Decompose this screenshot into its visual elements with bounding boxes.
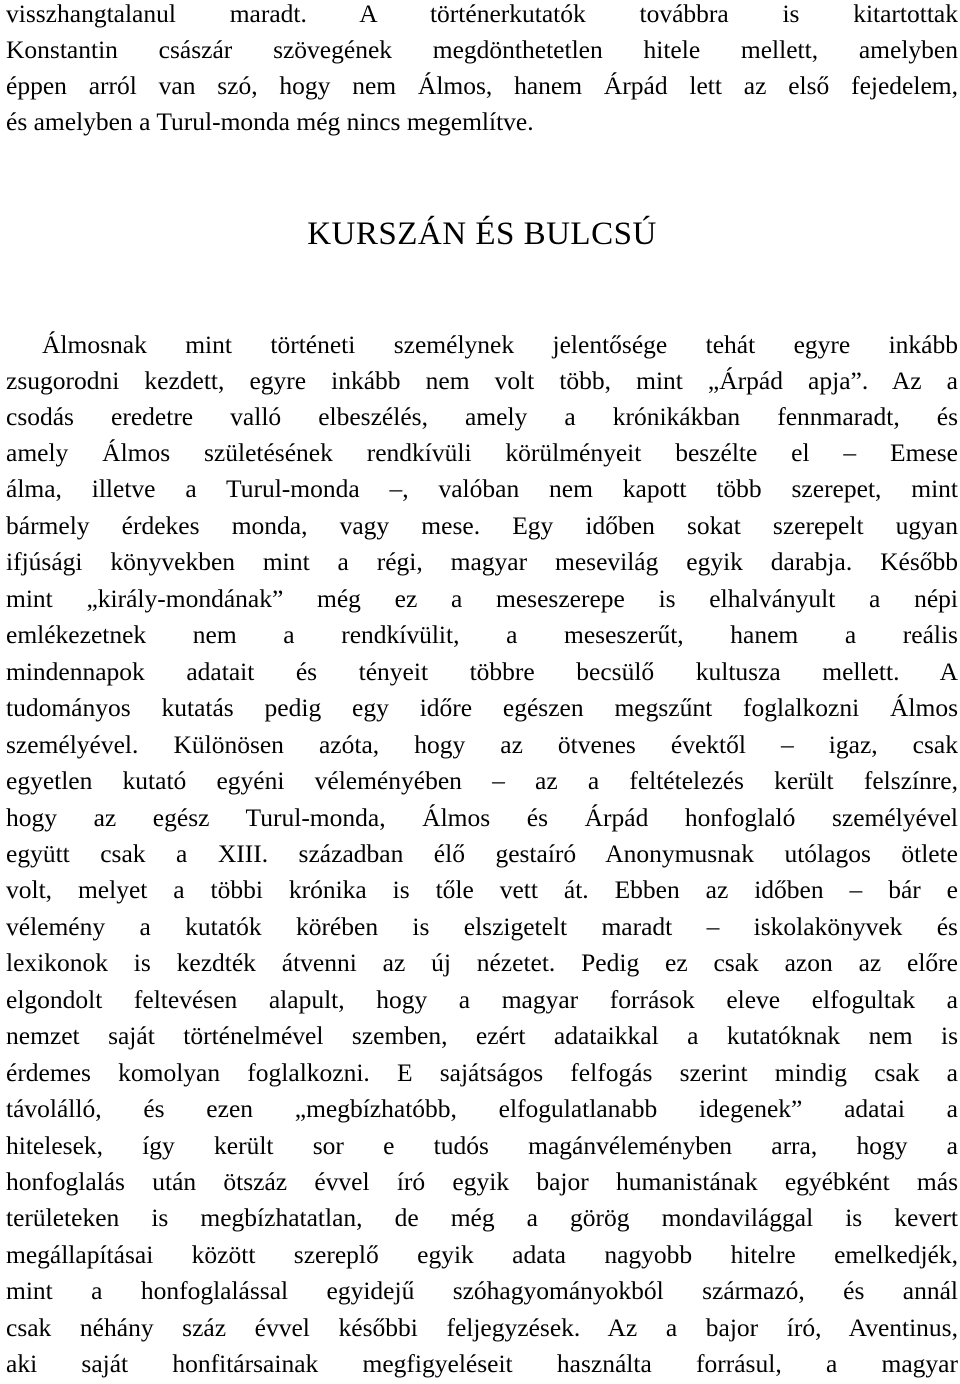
text-line: volt, melyet a többi krónika is tőle vett át. Ebben az időben – bár e [6, 875, 958, 904]
text-line: honfoglalás után ötszáz évvel író egyik bajor humanistának egyébként más [6, 1167, 958, 1196]
text-line: álma, illetve a Turul-monda –, valóban nem kapott több szerepet, mint [6, 474, 958, 503]
text-line: csodás eredetre valló elbeszélés, amely a krónikákban fennmaradt, és [6, 402, 958, 431]
text-line: együtt csak a XIII. században élő gestaíró Anonymusnak utólagos ötlete [6, 839, 958, 868]
text-line: aki saját honfitársainak megfigyeléseit használta forrásul, a magyar [6, 1349, 958, 1378]
text-line: visszhangtalanul maradt. A történerkutatók továbbra is kitartottak [6, 0, 958, 28]
text-line: érdemes komolyan foglalkozni. E sajátságos felfogás szerint mindig csak a [6, 1058, 958, 1087]
text-line: ifjúsági könyvekben mint a régi, magyar mesevilág egyik darabja. Később [6, 547, 958, 576]
text-line: tudományos kutatás pedig egy időre egészen megszűnt foglalkozni Álmos [6, 693, 958, 722]
text-line: mindennapok adatait és tényeit többre becsülő kultusza mellett. A [6, 657, 958, 686]
text-line: területeken is megbízhatatlan, de még a görög mondavilággal is kevert [6, 1203, 958, 1232]
text-line: személyével. Különösen azóta, hogy az ötvenes évektől – igaz, csak [6, 730, 958, 759]
text-line: bármely érdekes monda, vagy mese. Egy időben sokat szerepelt ugyan [6, 511, 958, 540]
text-line: elgondolt feltevésen alapult, hogy a magyar források eleve elfogultak a [6, 985, 958, 1014]
text-line: Konstantin császár szövegének megdönthetetlen hitele mellett, amelyben [6, 35, 958, 64]
text-line: amely Álmos születésének rendkívüli körülményeit beszélte el – Emese [6, 438, 958, 467]
text-line: vélemény a kutatók körében is elszigetelt maradt – iskolakönyvek és [6, 912, 958, 941]
text-line: csak néhány száz évvel későbbi feljegyzések. Az a bajor író, Aventinus, [6, 1313, 958, 1342]
text-line: mint a honfoglalással egyidejű szóhagyományokból származó, és annál [6, 1276, 958, 1305]
text-line: hitelesek, így került sor e tudós magánvéleményben arra, hogy a [6, 1131, 958, 1160]
text-line: mint „király-mondának” még ez a meseszerepe is elhalványult a népi [6, 584, 958, 613]
text-line: és amelyben a Turul-monda még nincs megemlítve. [6, 107, 534, 136]
text-line: nemzet saját történelmével szemben, ezért adataikkal a kutatóknak nem is [6, 1021, 958, 1050]
text-line: lexikonok is kezdték átvenni az új nézetet. Pedig ez csak azon az előre [6, 948, 958, 977]
text-line: egyetlen kutató egyéni véleményében – az a feltételezés került felszínre, [6, 766, 958, 795]
text-line: megállapításai között szereplő egyik adata nagyobb hitelre emelkedjék, [6, 1240, 958, 1269]
text-line: éppen arról van szó, hogy nem Álmos, hanem Árpád lett az első fejedelem, [6, 71, 958, 100]
text-line: zsugorodni kezdett, egyre inkább nem volt több, mint „Árpád apja”. Az a [6, 366, 958, 395]
text-line: hogy az egész Turul-monda, Álmos és Árpád honfoglaló személyével [6, 803, 958, 832]
text-line: távolálló, és ezen „megbízhatóbb, elfogulatlanabb idegenek” adatai a [6, 1094, 958, 1123]
text-line: Álmosnak mint történeti személynek jelentősége tehát egyre inkább [42, 330, 958, 359]
text-line: emlékezetnek nem a rendkívülit, a meseszerűt, hanem a reális [6, 620, 958, 649]
section-heading: KURSZÁN ÉS BULCSÚ [307, 216, 657, 252]
